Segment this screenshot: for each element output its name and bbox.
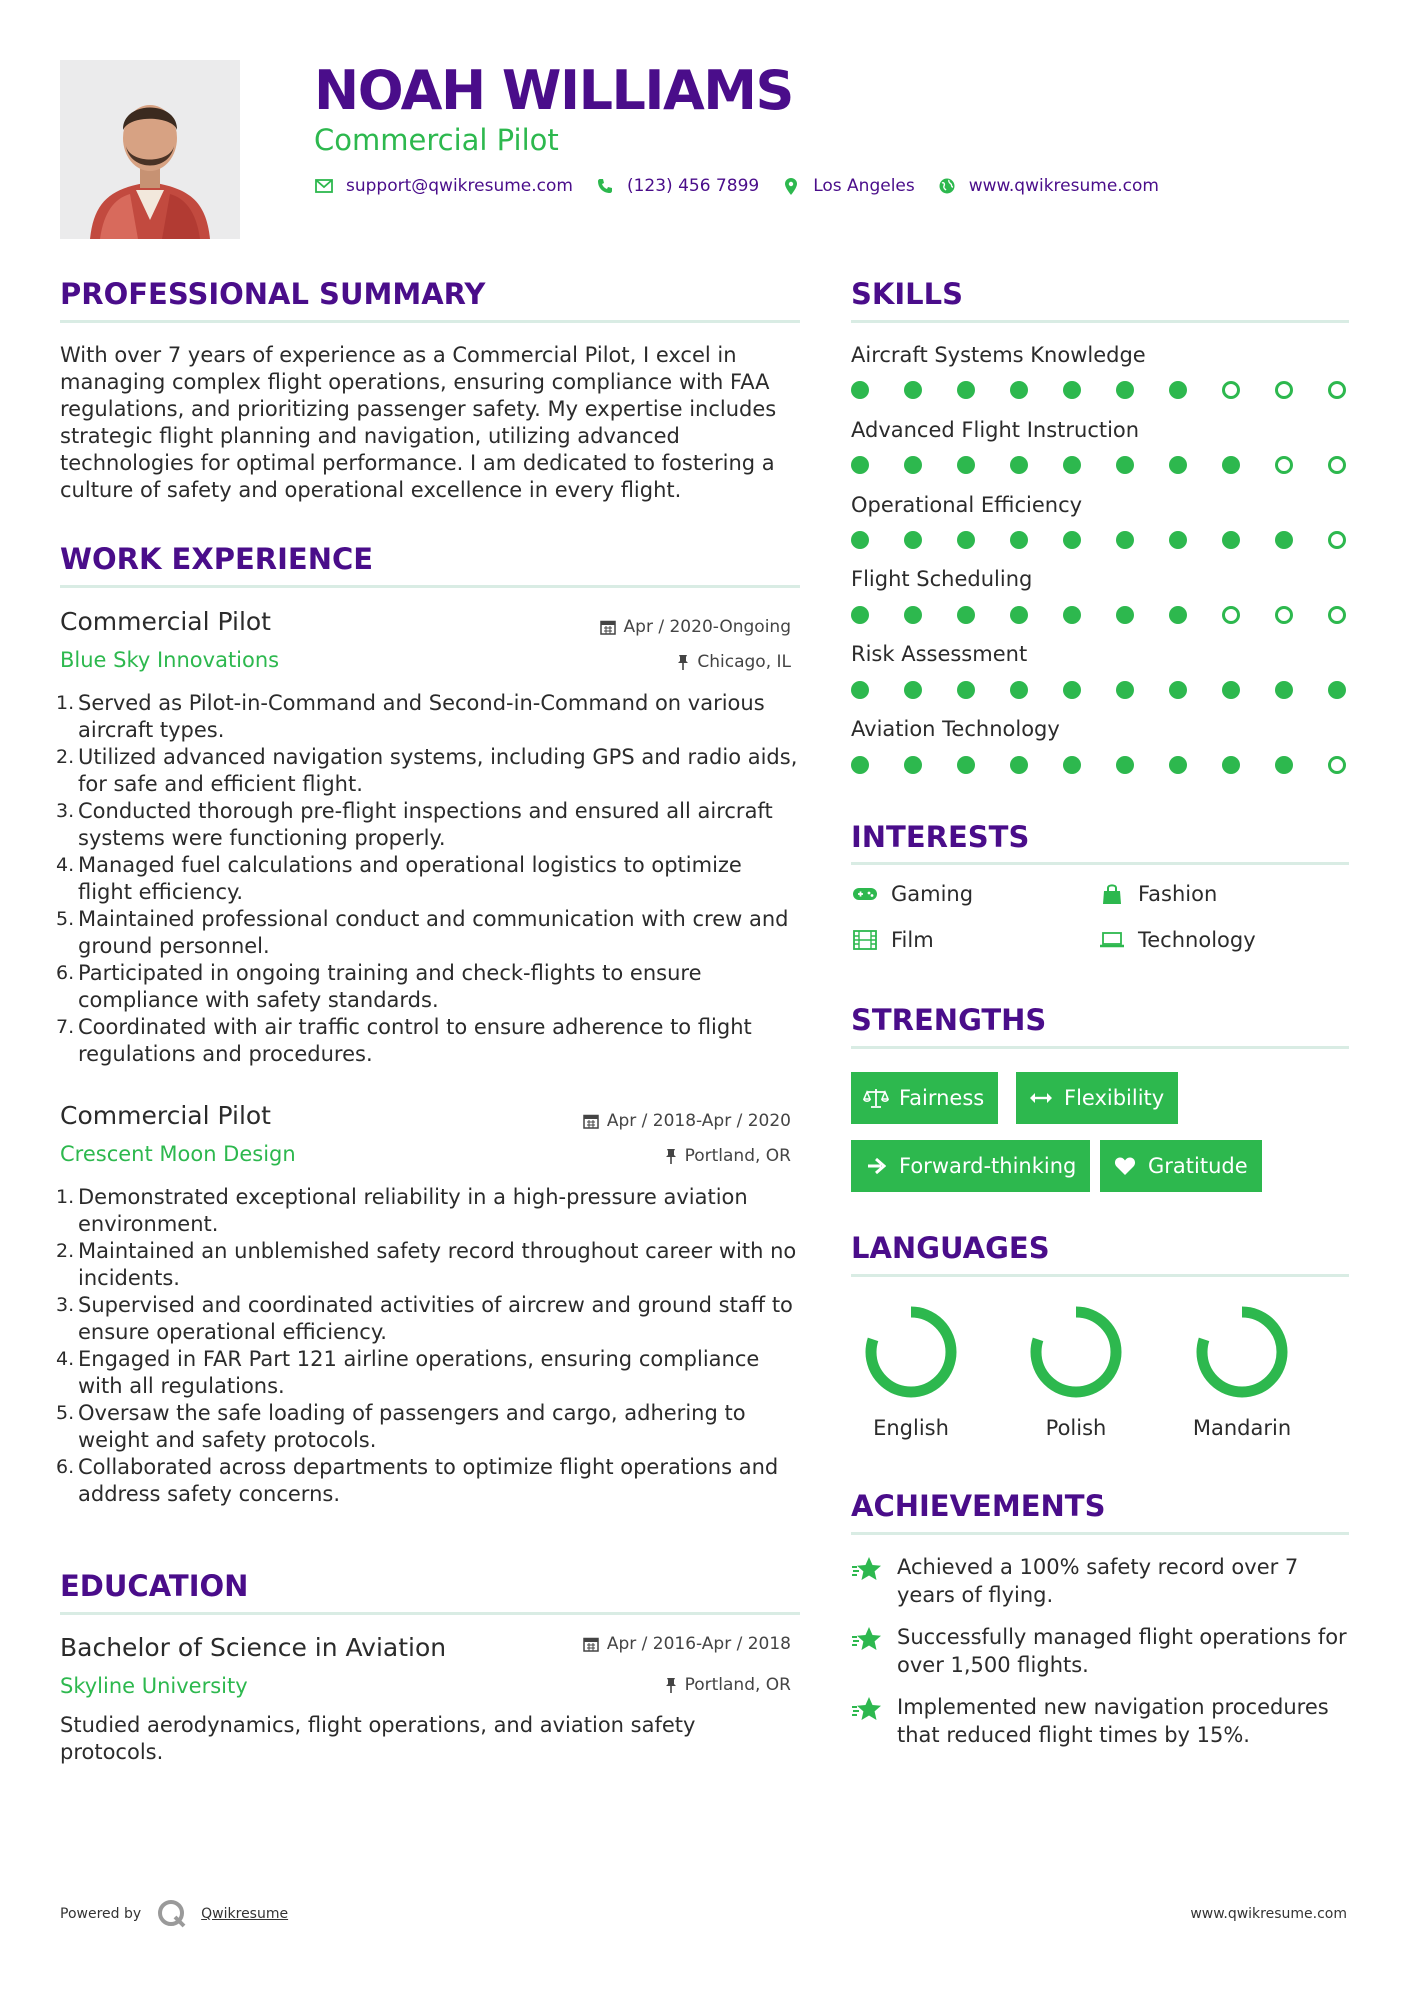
summary-text: With over 7 years of experience as a Commercial Pilot, I excel in managing complex flight operations, ensuring compliance with FAA regulations, and prioritizing passenger safety. My expertise includes strategic flight planning and navigation, utilizing advanced technologies for optimal performance. I am dedicated to fostering a culture of safety and operational excellence in every flight. <box>60 343 777 502</box>
skill-dot-filled <box>1275 756 1293 774</box>
interest-item <box>851 882 973 906</box>
skill-dot-filled <box>1275 681 1293 699</box>
skill-dot-filled <box>1169 381 1187 399</box>
gamepad-icon <box>851 883 879 905</box>
education-location-text: Portland, OR <box>684 1675 791 1695</box>
skill-dot-filled <box>1169 681 1187 699</box>
candidate-role: Commercial Pilot <box>314 123 559 157</box>
job-dates <box>583 1110 791 1132</box>
list-item <box>56 1346 800 1400</box>
achievement-text: Achieved a 100% safety record over 7 years of flying. <box>897 1555 1299 1607</box>
skill-dot-filled <box>1063 756 1081 774</box>
contact-location: Los Angeles <box>813 176 915 196</box>
skill-dot-filled <box>1116 681 1134 699</box>
skill-dot-filled <box>851 681 869 699</box>
list-item-number: 3. <box>56 800 75 822</box>
language-gauge <box>1192 1302 1292 1402</box>
list-item-text: Engaged in FAR Part 121 airline operations, ensuring compliance with all regulations. <box>78 1347 760 1398</box>
experience-heading: WORK EXPERIENCE <box>60 542 374 576</box>
education-dates <box>583 1633 791 1655</box>
skills-heading: SKILLS <box>851 277 963 311</box>
skill-dot-filled <box>957 756 975 774</box>
qwikresume-logo-icon <box>157 1899 187 1929</box>
languages-divider <box>851 1274 1349 1277</box>
education-degree: Bachelor of Science in Aviation <box>60 1633 447 1662</box>
skill-dot-filled <box>957 681 975 699</box>
list-item-number: 3. <box>56 1294 75 1316</box>
interest-label: Film <box>891 928 934 952</box>
skill-name: Aircraft Systems Knowledge <box>851 343 1146 367</box>
list-item-number: 2. <box>56 1240 75 1262</box>
skill-dot-filled <box>957 381 975 399</box>
envelope-icon <box>314 176 334 196</box>
job-company: Crescent Moon Design <box>60 1142 296 1166</box>
job-location <box>665 1145 791 1167</box>
map-marker-icon <box>781 176 801 196</box>
language-item <box>1187 1302 1297 1440</box>
footer-website[interactable]: www.qwikresume.com <box>1190 1906 1347 1922</box>
language-item <box>1021 1302 1131 1440</box>
skill-dot-filled <box>904 606 922 624</box>
arrow-right-icon <box>863 1155 889 1177</box>
skill-dot-filled <box>1328 681 1346 699</box>
list-item-text: Maintained professional conduct and communication with crew and ground personnel. <box>78 907 789 958</box>
skill-rating <box>851 381 1351 401</box>
skill-dot-filled <box>1169 606 1187 624</box>
list-item-text: Maintained an unblemished safety record throughout career with no incidents. <box>78 1239 797 1290</box>
list-item-number: 4. <box>56 1348 75 1370</box>
list-item-text: Coordinated with air traffic control to ensure adherence to flight regulations and procedures. <box>78 1015 752 1066</box>
job-dates-text: Apr / 2020-Ongoing <box>623 617 791 637</box>
list-item <box>56 1238 800 1292</box>
job-title: Commercial Pilot <box>60 1101 271 1130</box>
list-item-text: Demonstrated exceptional reliability in a high-pressure aviation environment. <box>78 1185 748 1236</box>
skill-dot-filled <box>1169 756 1187 774</box>
skill-dot-filled <box>904 531 922 549</box>
job-location-text: Chicago, IL <box>697 652 791 672</box>
list-item-number: 4. <box>56 854 75 876</box>
skill-dot-empty <box>1328 531 1346 549</box>
skills-divider <box>851 320 1349 323</box>
education-heading: EDUCATION <box>60 1569 249 1603</box>
language-name: English <box>873 1416 949 1440</box>
skill-dot-filled <box>957 531 975 549</box>
strength-tag <box>1016 1072 1178 1124</box>
skill-dot-empty <box>1275 606 1293 624</box>
skill-dot-filled <box>904 381 922 399</box>
job-location <box>677 651 791 673</box>
skill-dot-filled <box>957 456 975 474</box>
heart-icon <box>1112 1155 1138 1177</box>
skill-dot-filled <box>1010 681 1028 699</box>
skill-dot-empty <box>1328 756 1346 774</box>
skill-rating <box>851 531 1351 551</box>
list-item <box>56 1014 800 1068</box>
language-gauge-arc <box>1202 1312 1282 1392</box>
pin-icon <box>677 654 689 670</box>
skill-dot-filled <box>1010 456 1028 474</box>
skill-dot-filled <box>957 606 975 624</box>
brand-link[interactable]: Qwikresume <box>201 1906 289 1922</box>
list-item <box>56 1400 800 1454</box>
job-dates-text: Apr / 2018-Apr / 2020 <box>606 1111 791 1131</box>
interest-label: Gaming <box>891 882 974 906</box>
skill-dot-filled <box>1063 681 1081 699</box>
skill-dot-filled <box>1063 381 1081 399</box>
list-item-number: 1. <box>56 692 75 714</box>
education-school: Skyline University <box>60 1674 248 1698</box>
summary-divider <box>60 320 800 323</box>
skill-dot-filled <box>851 531 869 549</box>
achievements-heading: ACHIEVEMENTS <box>851 1489 1106 1523</box>
achievement-item <box>851 1623 1361 1679</box>
education-location <box>665 1674 791 1696</box>
list-item <box>56 744 800 798</box>
languages-heading: LANGUAGES <box>851 1231 1050 1265</box>
skill-dot-filled <box>1116 606 1134 624</box>
calendar-icon <box>583 1636 599 1652</box>
skill-dot-filled <box>851 456 869 474</box>
job-location-text: Portland, OR <box>684 1146 791 1166</box>
skill-dot-filled <box>1010 606 1028 624</box>
skill-dot-filled <box>1222 456 1240 474</box>
language-name: Polish <box>1045 1416 1107 1440</box>
list-item-number: 7. <box>56 1016 75 1038</box>
skill-dot-filled <box>1063 606 1081 624</box>
skill-dot-filled <box>851 606 869 624</box>
list-item-text: Utilized advanced navigation systems, including GPS and radio aids, for safe and efficient flight. <box>78 745 798 796</box>
skill-rating <box>851 456 1351 476</box>
phone-icon <box>595 176 615 196</box>
candidate-name: NOAH WILLIAMS <box>314 59 793 122</box>
skill-dot-filled <box>1063 456 1081 474</box>
skill-dot-empty <box>1222 381 1240 399</box>
skill-dot-filled <box>1010 381 1028 399</box>
contact-email[interactable]: support@qwikresume.com <box>346 176 573 196</box>
language-gauge <box>861 1302 961 1402</box>
list-item-text: Supervised and coordinated activities of aircrew and ground staff to ensure operational efficiency. <box>78 1293 793 1344</box>
strengths-heading: STRENGTHS <box>851 1003 1047 1037</box>
strength-tag <box>1100 1140 1262 1192</box>
skill-dot-filled <box>851 756 869 774</box>
job-title: Commercial Pilot <box>60 607 271 636</box>
list-item <box>56 1292 800 1346</box>
contact-website[interactable]: www.qwikresume.com <box>968 176 1159 196</box>
language-gauge-arc <box>871 1312 951 1392</box>
experience-divider <box>60 585 800 588</box>
list-item-number: 6. <box>56 1456 75 1478</box>
skill-dot-filled <box>1010 756 1028 774</box>
strength-label: Flexibility <box>1064 1086 1165 1110</box>
skill-dot-filled <box>1116 456 1134 474</box>
list-item-number: 5. <box>56 1402 75 1424</box>
skill-name: Operational Efficiency <box>851 493 1083 517</box>
job-bullet-list <box>56 1184 800 1508</box>
strength-tag <box>851 1140 1090 1192</box>
contact-bar <box>314 176 1181 196</box>
achievement-text: Successfully managed flight operations for over 1,500 flights. <box>897 1625 1347 1677</box>
achievement-text: Implemented new navigation procedures that reduced flight times by 15%. <box>897 1695 1329 1747</box>
skill-dot-filled <box>1116 381 1134 399</box>
list-item-number: 2. <box>56 746 75 768</box>
interests-heading: INTERESTS <box>851 820 1030 854</box>
job-dates <box>600 616 791 638</box>
skill-dot-filled <box>1063 531 1081 549</box>
skill-name: Aviation Technology <box>851 717 1060 741</box>
job-bullet-list <box>56 690 800 1068</box>
list-item <box>56 690 800 744</box>
list-item <box>56 798 800 852</box>
skill-dot-filled <box>904 681 922 699</box>
powered-by-label: Powered by <box>60 1906 142 1922</box>
skill-dot-filled <box>1275 531 1293 549</box>
education-divider <box>60 1612 800 1615</box>
achievement-item <box>851 1553 1361 1609</box>
interest-item <box>1098 882 1217 906</box>
education-dates-text: Apr / 2016-Apr / 2018 <box>606 1634 791 1654</box>
star-icon <box>851 1555 883 1585</box>
pin-icon <box>665 1677 677 1693</box>
skill-rating <box>851 756 1351 776</box>
skill-name: Risk Assessment <box>851 642 1028 666</box>
skill-dot-filled <box>1222 756 1240 774</box>
skill-dot-filled <box>1169 456 1187 474</box>
summary-heading: PROFESSIONAL SUMMARY <box>60 277 486 311</box>
strength-tag <box>851 1072 998 1124</box>
laptop-icon <box>1098 929 1126 951</box>
skill-rating <box>851 681 1351 701</box>
balance-scale-icon <box>863 1087 889 1109</box>
arrows-horizontal-icon <box>1028 1087 1054 1109</box>
contact-phone[interactable]: (123) 456 7899 <box>626 176 760 196</box>
interest-label: Technology <box>1138 928 1256 952</box>
list-item <box>56 906 800 960</box>
list-item <box>56 1454 800 1508</box>
pin-icon <box>665 1148 677 1164</box>
list-item-text: Served as Pilot-in-Command and Second-in-Command on various aircraft types. <box>78 691 765 742</box>
skill-dot-empty <box>1275 456 1293 474</box>
skill-dot-filled <box>904 756 922 774</box>
interest-item <box>1098 928 1256 952</box>
interest-label: Fashion <box>1138 882 1218 906</box>
list-item-text: Oversaw the safe loading of passengers and cargo, adhering to weight and safety protocols. <box>78 1401 746 1452</box>
profile-photo <box>60 60 240 239</box>
list-item-text: Participated in ongoing training and check-flights to ensure compliance with safety standards. <box>78 961 702 1012</box>
footer-powered-by <box>60 1899 288 1929</box>
list-item <box>56 1184 800 1238</box>
skill-dot-filled <box>1010 531 1028 549</box>
strengths-divider <box>851 1046 1349 1049</box>
list-item-text: Conducted thorough pre-flight inspections and ensured all aircraft systems were functioning properly. <box>78 799 773 850</box>
list-item-number: 6. <box>56 962 75 984</box>
skill-name: Flight Scheduling <box>851 567 1033 591</box>
star-icon <box>851 1625 883 1655</box>
skill-dot-filled <box>1116 756 1134 774</box>
calendar-icon <box>583 1113 599 1129</box>
education-description: Studied aerodynamics, flight operations, and aviation safety protocols. <box>60 1713 696 1764</box>
star-icon <box>851 1695 883 1725</box>
skill-dot-filled <box>1222 531 1240 549</box>
language-gauge <box>1026 1302 1126 1402</box>
achievement-item <box>851 1693 1361 1749</box>
skill-dot-filled <box>1116 531 1134 549</box>
shopping-bag-icon <box>1098 883 1126 905</box>
list-item-text: Collaborated across departments to optimize flight operations and address safety concerns. <box>78 1455 779 1506</box>
achievements-divider <box>851 1532 1349 1535</box>
film-icon <box>851 929 879 951</box>
calendar-icon <box>600 619 616 635</box>
list-item <box>56 852 800 906</box>
job-company: Blue Sky Innovations <box>60 648 280 672</box>
interests-divider <box>851 862 1349 865</box>
skill-dot-empty <box>1275 381 1293 399</box>
list-item-number: 1. <box>56 1186 75 1208</box>
strength-label: Forward-thinking <box>899 1154 1077 1178</box>
strength-label: Fairness <box>899 1086 985 1110</box>
skill-dot-empty <box>1328 606 1346 624</box>
skill-dot-empty <box>1328 381 1346 399</box>
language-gauge-arc <box>1036 1312 1116 1392</box>
language-name: Mandarin <box>1192 1416 1292 1440</box>
skill-rating <box>851 606 1351 626</box>
skill-dot-filled <box>1169 531 1187 549</box>
skill-dot-filled <box>904 456 922 474</box>
list-item-number: 5. <box>56 908 75 930</box>
interest-item <box>851 928 934 952</box>
language-item <box>856 1302 966 1440</box>
skill-dot-filled <box>1222 681 1240 699</box>
skill-dot-empty <box>1328 456 1346 474</box>
skill-name: Advanced Flight Instruction <box>851 418 1140 442</box>
skill-dot-empty <box>1222 606 1240 624</box>
strength-label: Gratitude <box>1148 1154 1248 1178</box>
list-item-text: Managed fuel calculations and operational logistics to optimize flight efficiency. <box>78 853 742 904</box>
globe-icon <box>937 176 957 196</box>
skill-dot-filled <box>851 381 869 399</box>
list-item <box>56 960 800 1014</box>
